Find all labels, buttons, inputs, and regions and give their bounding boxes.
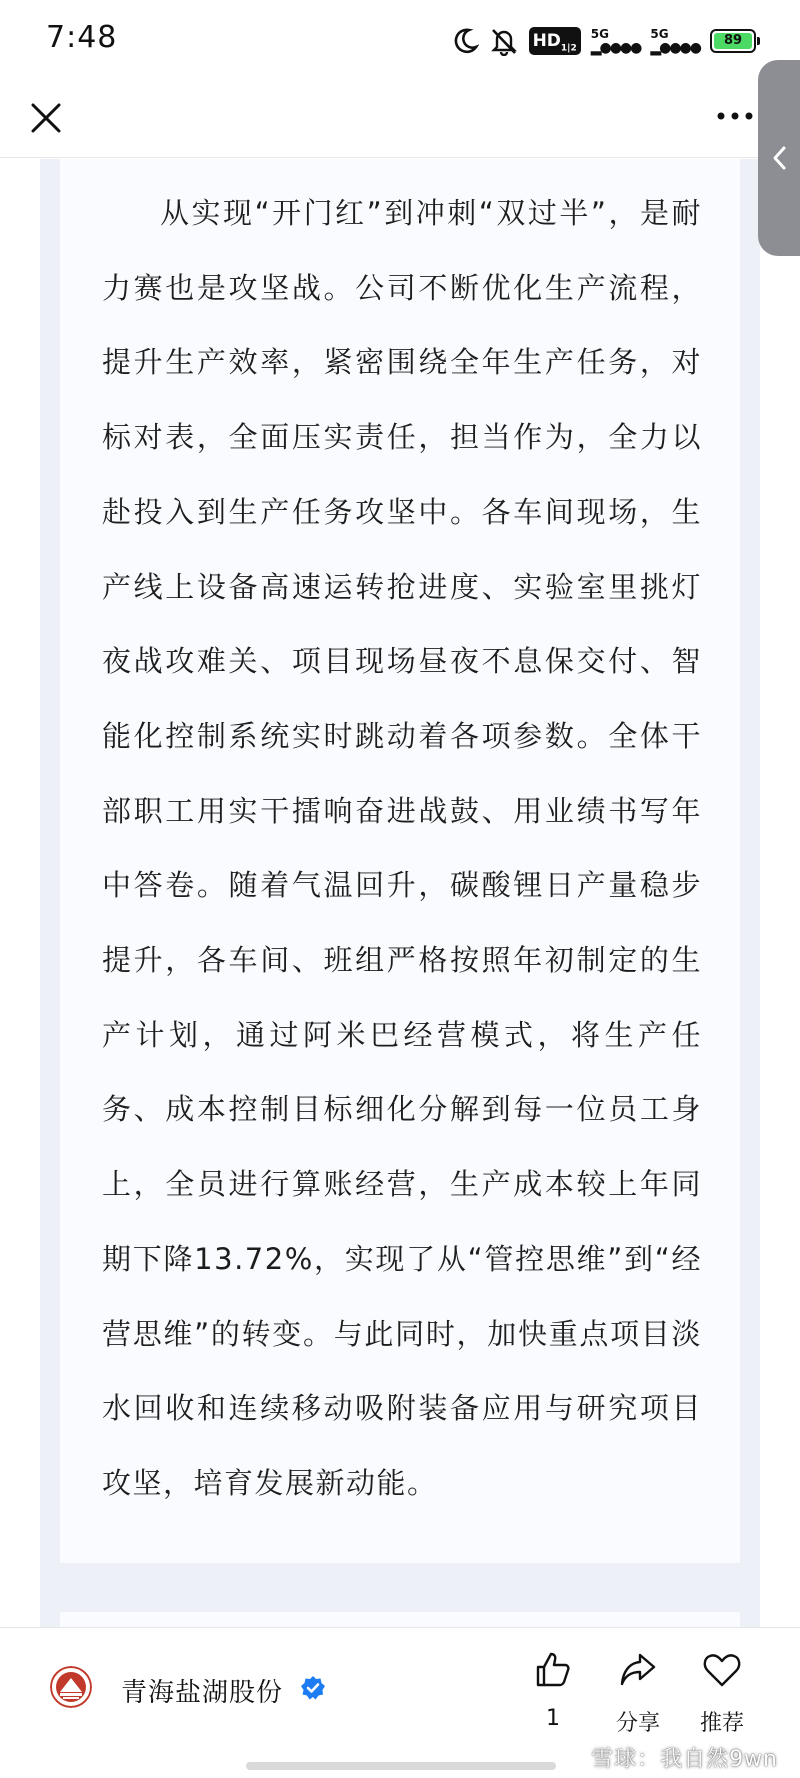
status-icons xyxy=(451,24,756,58)
thumbs-up-icon xyxy=(533,1650,573,1690)
side-tab[interactable] xyxy=(758,60,800,256)
share-button[interactable] xyxy=(603,1650,673,1737)
signal-dots-2: ▂●●●● xyxy=(650,39,700,56)
article-body: 从实现“开门红”到冲刺“双过半”，是耐力赛也是攻坚战。公司不断优化生产流程，提升生产效率，紧密围绕全年生产任务，对标对表，全面压实责任，担当作为，全力以赴投入到生产任务攻坚中。各车间现场，生产线上设备高速运转抢进度、实验室里挑灯夜战攻难关、项目现场昼夜不息保交付、智能化控制系统实时跳动着各项参数。全体干部职工用实干擂响奋进战鼓、用业绩书写年中答卷。随着气温回升，碳酸锂日产量稳步提升，各车间、班组严格按照年初制定的生产计划，通过阿米巴经营模式，将生产任务、成本控制目标细化分解到每一位员工身上，全员进行算账经营，生产成本较上年同期下降13.72%，实现了从“管控思维”到“经营思维”的转变。与此同时，加快重点项目淡水回收和连续移动吸附装备应用与研究项目攻坚，培育发展新动能。 xyxy=(102,196,702,1500)
chevron-left-icon xyxy=(770,144,788,172)
signal-dots: ▂●●●● xyxy=(590,39,641,56)
hd-badge: $HD_{1|2}$ xyxy=(529,27,581,55)
author-name[interactable]: 青海盐湖股份 xyxy=(121,1678,284,1708)
status-time: 7:48 xyxy=(46,20,118,55)
share-label: 分享 xyxy=(615,1711,660,1736)
top-nav xyxy=(0,80,800,158)
more-icon[interactable] xyxy=(712,94,762,138)
heart-icon xyxy=(702,1650,742,1690)
signal-icon xyxy=(591,28,641,55)
sim2-label: 5G xyxy=(650,26,669,41)
author-logo[interactable] xyxy=(50,1666,92,1708)
status-bar xyxy=(0,0,800,80)
like-count: 1 xyxy=(546,1706,560,1731)
hd-sub: 1|2 xyxy=(560,43,577,54)
share-icon xyxy=(618,1650,658,1690)
recommend-button[interactable] xyxy=(687,1650,757,1737)
moon-icon xyxy=(451,27,479,55)
bottom-bar xyxy=(0,1627,800,1778)
signal-icon-2 xyxy=(650,28,700,55)
recommend-label: 推荐 xyxy=(699,1711,744,1736)
close-icon[interactable] xyxy=(24,96,68,140)
verified-icon xyxy=(300,1675,326,1705)
sim1-label: 5G xyxy=(590,26,609,41)
battery-icon xyxy=(710,29,756,53)
battery-level: 89 xyxy=(714,33,752,49)
home-indicator[interactable] xyxy=(246,1762,556,1770)
watermark: 雪球：我自然9wn xyxy=(591,1747,778,1772)
bell-mute-icon xyxy=(489,26,519,56)
like-button[interactable] xyxy=(518,1650,588,1731)
